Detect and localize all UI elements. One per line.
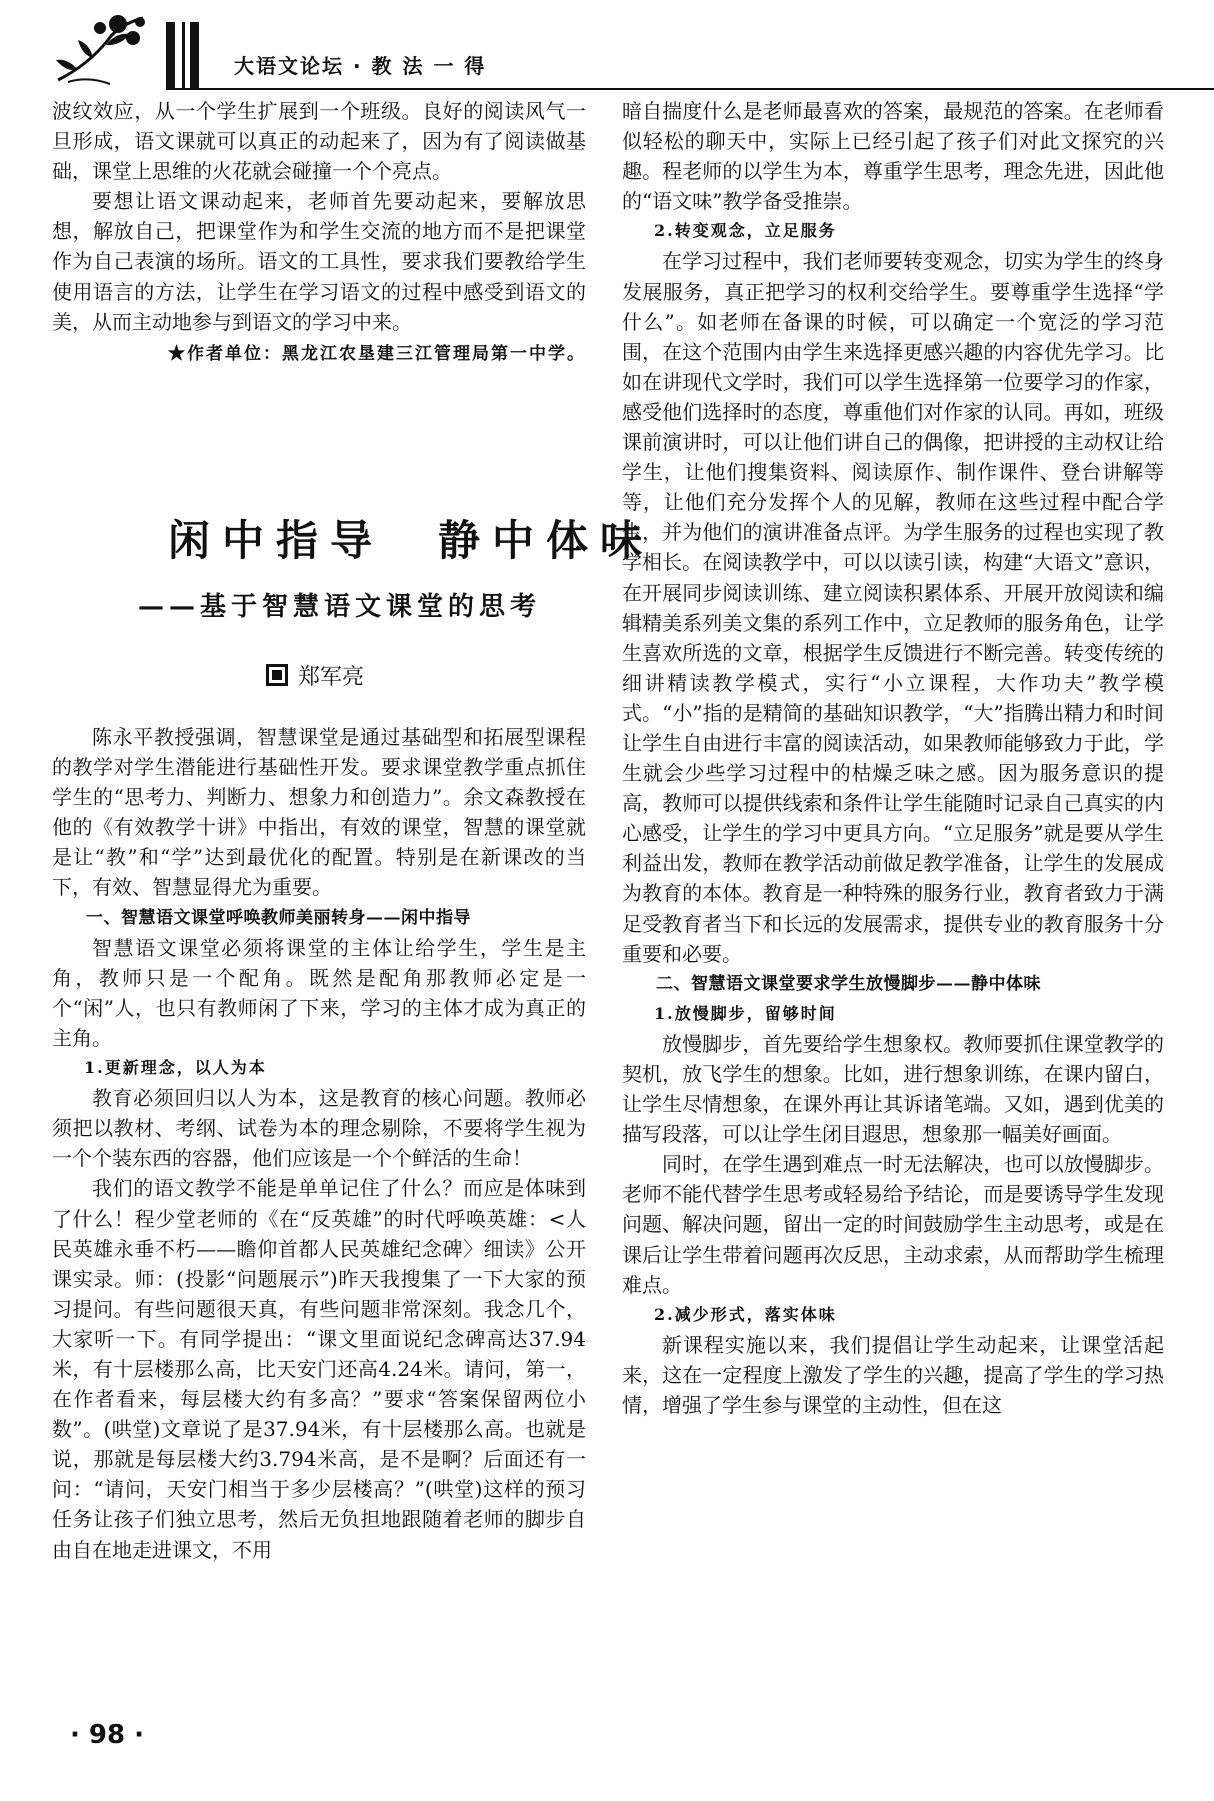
subheading-3: 1.放慢脚步，留够时间 bbox=[654, 1003, 837, 1023]
continued-paragraph: 波纹效应，从一个学生扩展到一个班级。良好的阅读风气一旦形成，语文课就可以真正的动起来了，因为有了阅读做基础，课堂上思维的火花就会碰撞一个个亮点。 bbox=[52, 99, 586, 184]
subheading-2: 2.转变观念，立足服务 bbox=[654, 221, 837, 241]
square-bullet-icon bbox=[266, 664, 288, 686]
paragraph: 新课程实施以来，我们提倡让学生动起来，让课堂活起来，这在一定程度上激发了学生的兴趣，提高了学生的学习热情，增强了学生参与课堂的主动性，但在这 bbox=[622, 1332, 1164, 1418]
flower-logo-icon bbox=[48, 10, 158, 90]
section-heading-1: 一、智慧语文课堂呼唤教师美丽转身——闲中指导 bbox=[86, 907, 471, 928]
article-subtitle: ——基于智慧语文课堂的思考 bbox=[138, 592, 542, 622]
author-name: 郑军亮 bbox=[298, 665, 365, 690]
header-title: 大语文论坛 · 教 法 一 得 bbox=[234, 54, 487, 78]
paragraph: 在学习过程中，我们老师要转变观念，切实为学生的终身发展服务，真正把学习的权利交给学生。要尊重学生选择“学什么”。如老师在备课的时候，可以确定一个宽泛的学习范围，在这个范围内由学生来选择更感兴趣的内容优先学习。比如在讲现代文学时，我们可以学生选择第一位要学习的作家，感受他们选择时的态度，尊重他们对作家的认同。再如，班级课前演讲时，可以让他们讲自己的偶像，把讲授的主动权让给学生，让他们搜集资料、阅读原作、制作课件、登台讲解等等，让他们充分发挥个人的见解，教师在这些过程中配合学生，并为他们的演讲准备点评。为学生服务的过程也实现了教学相长。在阅读教学中，可以以读引读，构建“大语文”意识，在开展同步阅读训练、建立阅读积累体系、开展开放阅读和编辑精美系列美文集的系列工作中，立足教师的服务角色，让学生喜欢所选的文章，根据学生反馈进行不断完善。转变传统的细讲精读教学模式，实行“小立课程，大作功夫”教学模式。“小”指的是精简的基础知识教学，“大”指腾出精力和时间让学生自由进行丰富的阅读活动，如果教师能够致力于此，学生就会少些学习过程中的枯燥乏味之感。因为服务意识的提高，教师可以提供线索和条件让学生能随时记录自己真实的内心感受，让学生的学习中更具方向。“立足服务”就是要从学生利益出发，教师在教学活动前做足教学准备，让学生的发展成为教育的本体。教育是一种特殊的服务行业，教育者致力于满足受教育者当下和长远的发展需求，提供专业的教育服务十分重要和必要。 bbox=[622, 249, 1164, 966]
subheading-1: 1.更新理念，以人为本 bbox=[84, 1058, 267, 1078]
page-header bbox=[48, 10, 1168, 90]
left-top-column bbox=[52, 96, 586, 369]
author-unit: ★作者单位：黑龙江农垦建三江管理局第一中学。 bbox=[168, 343, 586, 364]
paragraph: 放慢脚步，首先要给学生想象权。教师要抓住课堂教学的契机，放飞学生的想象。比如，进行想象训练，在课内留白，让学生尽情想象，在课外再让其诉诸笔端。又如，遇到优美的描写段落，可以让学生闭目遐思，想象那一幅美好画面。 bbox=[622, 1031, 1164, 1147]
paragraph: 教育必须回归以人为本，这是教育的核心问题。教师必须把以教材、考纲、试卷为本的理念剔除，不要将学生视为一个个装东西的容器，他们应该是一个个鲜活的生命！ bbox=[52, 1086, 586, 1171]
paragraph: 同时，在学生遇到难点一时无法解决，也可以放慢脚步。老师不能代替学生思考或轻易给予结论，而是要诱导学生发现问题、解决问题，留出一定的时间鼓励学生主动思考，或是在课后让学生带着问题再次反思，主动求索，从而帮助学生梳理难点。 bbox=[622, 1152, 1164, 1297]
right-column bbox=[622, 96, 1164, 1420]
continued-paragraph: 暗自揣度什么是老师最喜欢的答案，最规范的答案。在老师看似轻松的聊天中，实际上已经引起了孩子们对此文探究的兴趣。程老师的以学生为本，尊重学生思考，理念先进，因此他的“语文味”教学备受推崇。 bbox=[622, 99, 1164, 214]
paragraph: 智慧语文课堂必须将课堂的主体让给学生，学生是主角，教师只是一个配角。既然是配角那教师必定是一个“闲”人，也只有教师闲了下来，学习的主体才成为真正的主角。 bbox=[52, 935, 586, 1050]
header-rule bbox=[166, 88, 1214, 90]
author-byline bbox=[266, 660, 364, 691]
header-bars-decoration bbox=[166, 22, 216, 88]
paragraph: 要想让语文课动起来，老师首先要动起来，要解放思想，解放自己，把课堂作为和学生交流的地方而不是把课堂作为自己表演的场所。语文的工具性，要求我们要教给学生使用语言的方法，让学生在学习语文的过程中感受到语文的美，从而主动地参与到语文的学习中来。 bbox=[52, 189, 586, 334]
intro-paragraph: 陈永平教授强调，智慧课堂是通过基础型和拓展型课程的教学对学生潜能进行基础性开发。要求课堂教学重点抓住学生的“思考力、判断力、想象力和创造力”。余文森教授在他的《有效教学十讲》中指出，有效的课堂，智慧的课堂就是让“教”和“学”达到最优化的配置。特别是在新课改的当下，有效、智慧显得尤为重要。 bbox=[52, 725, 586, 900]
left-body-column bbox=[52, 722, 586, 1565]
section-heading-2: 二、智慧语文课堂要求学生放慢脚步——静中体味 bbox=[656, 973, 1041, 994]
page-number: · 98 · bbox=[70, 1720, 145, 1750]
article-title: 闲中指导 静中体味 bbox=[168, 516, 655, 565]
subheading-4: 2.减少形式，落实体味 bbox=[654, 1304, 837, 1324]
paragraph: 我们的语文教学不能是单单记住了什么？而应是体味到了什么！程少堂老师的《在“反英雄”的时代呼唤英雄：<人民英雄永垂不朽——瞻仰首都人民英雄纪念碑〉细读》公开课实录。师：(投影“问题展示”)昨天我搜集了一下大家的预习提问。有些问题很天真，有些问题非常深刻。我念几个，大家听一下。有同学提出：“课文里面说纪念碑高达37.94米，有十层楼那么高，比天安门还高4.24米。请问，第一，在作者看来，每层楼大约有多高？”要求“答案保留两位小数”。(哄堂)文章说了是37.94米，有十层楼那么高。也就是说，那就是每层楼大约3.794米高，是不是啊？后面还有一问：“请问，天安门相当于多少层楼高？”(哄堂)这样的预习任务让孩子们独立思考，然后无负担地跟随着老师的脚步自由自在地走进课文，不用 bbox=[52, 1176, 586, 1562]
